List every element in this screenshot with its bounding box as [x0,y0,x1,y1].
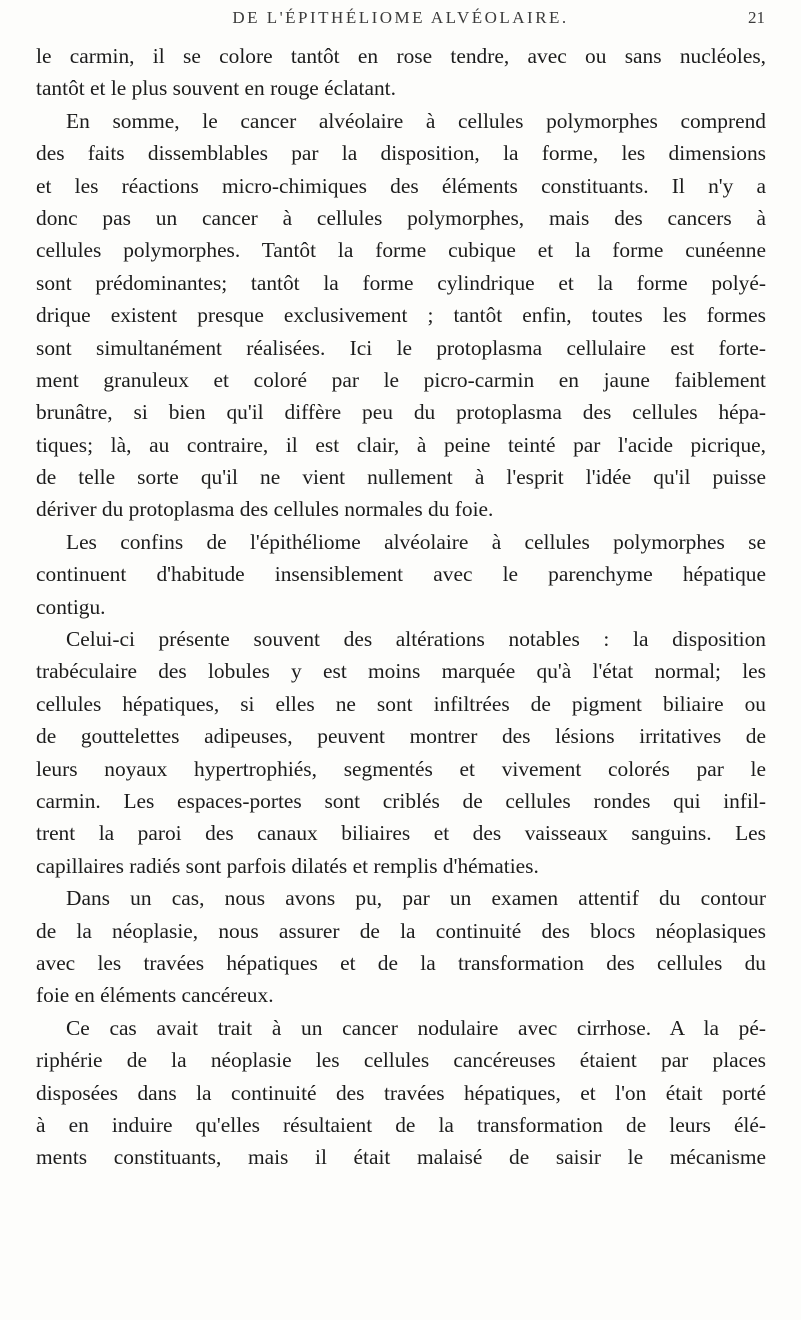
text-line: sont simultanément réalisées. Ici le protoplasma cellulaire est forte- [36,335,766,360]
text-line: avec les travées hépatiques et de la transformation des cellules du [36,950,766,975]
text-line: dériver du protoplasma des cellules normales du foie. [36,497,494,522]
text-line: capillaires radiés sont parfois dilatés et remplis d'hématies. [36,853,539,878]
text-line: et les réactions micro-chimiques des éléments constituants. Il n'y a [36,173,766,198]
text-line: de la néoplasie, nous assurer de la continuité des blocs néoplasiques [36,918,766,943]
text-line: tiques; là, au contraire, il est clair, à peine teinté par l'acide picrique, [36,432,766,457]
text-line: le carmin, il se colore tantôt en rose tendre, avec ou sans nucléoles, [36,44,766,68]
text-line: contigu. [36,594,106,619]
text-line: leurs noyaux hypertrophiés, segmentés et vivement colorés par le [36,756,766,781]
running-head-title: DE L'ÉPITHÉLIOME ALVÉOLAIRE. [232,8,569,27]
text-line: Dans un cas, nous avons pu, par un examen attentif du contour [66,886,766,911]
text-line: trent la paroi des canaux biliaires et des vaisseaux sanguins. Les [36,821,766,846]
text-line: tantôt et le plus souvent en rouge éclatant. [36,76,396,101]
text-line: ment granuleux et coloré par le picro-carmin en jaune faiblement [36,367,766,392]
text-line: foie en éléments cancéreux. [36,983,274,1008]
text-line: des faits dissemblables par la disposition, la forme, les dimensions [36,141,766,166]
text-line: disposées dans la continuité des travées hépatiques, et l'on était porté [36,1080,766,1105]
text-line: continuent d'habitude insensiblement avec le parenchyme hépatique [36,562,766,587]
text-line: sont prédominantes; tantôt la forme cylindrique et la forme polyé- [36,270,766,295]
text-line: brunâtre, si bien qu'il diffère peu du protoplasma des cellules hépa- [36,400,766,425]
text-line: trabéculaire des lobules y est moins marquée qu'à l'état normal; les [36,659,766,684]
text-line: Les confins de l'épithéliome alvéolaire à cellules polymorphes se [66,529,766,554]
page-number: 21 [748,8,765,27]
text-line: Celui-ci présente souvent des altérations notables : la disposition [66,627,766,652]
running-head [36,8,765,32]
text-line: carmin. Les espaces-portes sont criblés de cellules rondes qui infil- [36,788,766,813]
text-line: Ce cas avait trait à un cancer nodulaire avec cirrhose. A la pé- [66,1015,766,1040]
text-line: ments constituants, mais il était malaisé de saisir le mécanisme [36,1145,766,1170]
text-line: de gouttelettes adipeuses, peuvent montrer des lésions irritatives de [36,724,766,749]
body-text [36,40,766,1174]
text-line: drique existent presque exclusivement ; tantôt enfin, toutes les formes [36,303,766,328]
text-line: de telle sorte qu'il ne vient nullement à l'esprit l'idée qu'il puisse [36,465,766,490]
text-line: cellules polymorphes. Tantôt la forme cubique et la forme cunéenne [36,238,766,263]
text-line: donc pas un cancer à cellules polymorphes, mais des cancers à [36,205,766,230]
text-line: riphérie de la néoplasie les cellules cancéreuses étaient par places [36,1048,766,1073]
text-line: En somme, le cancer alvéolaire à cellules polymorphes comprend [66,108,766,133]
text-line: cellules hépatiques, si elles ne sont infiltrées de pigment biliaire ou [36,691,766,716]
text-line: à en induire qu'elles résultaient de la transformation de leurs élé- [36,1112,766,1137]
